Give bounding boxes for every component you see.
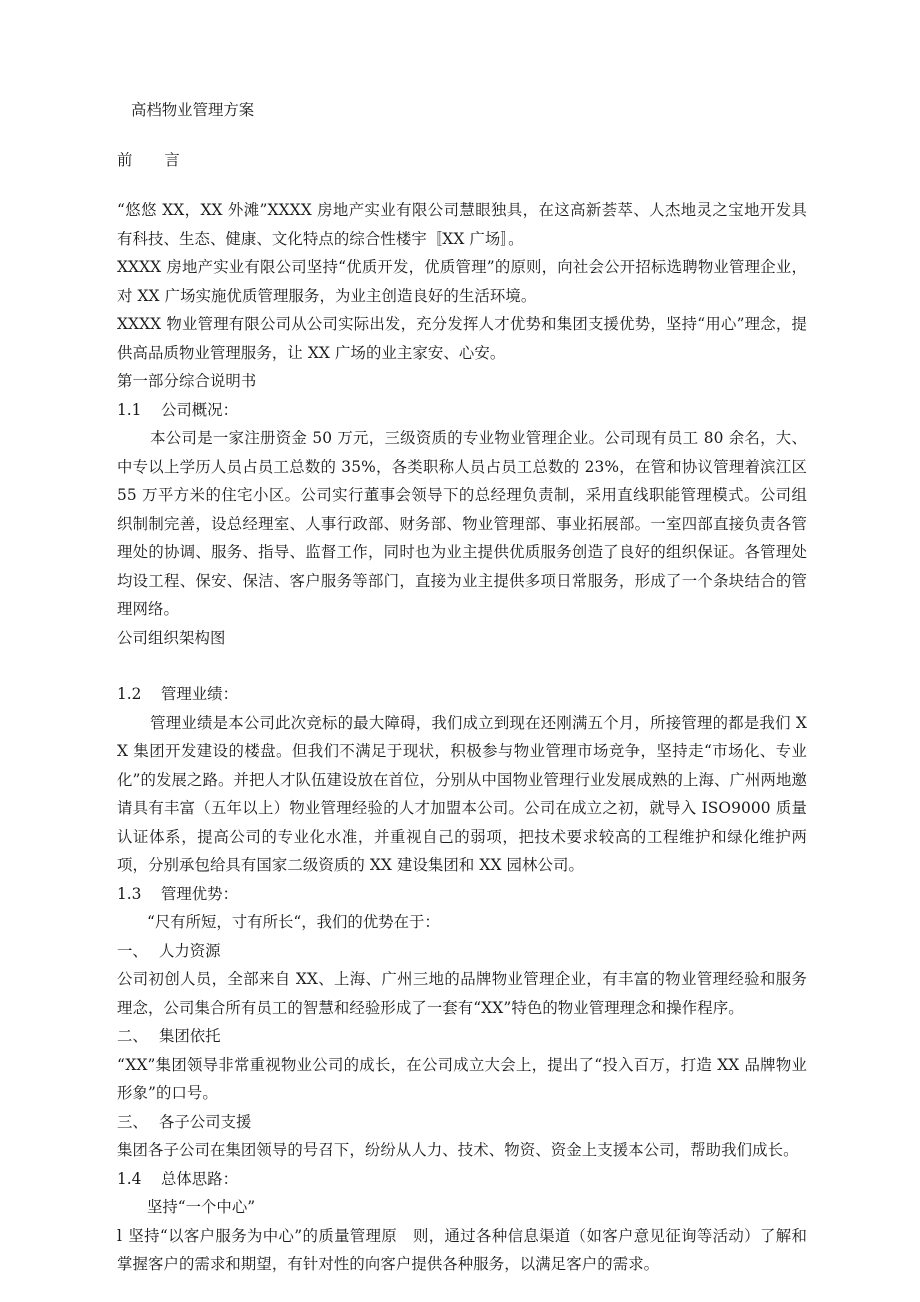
section-title-1-4: 总体思路： xyxy=(161,1169,238,1188)
advantage-label-1: 人力资源 xyxy=(159,941,221,960)
advantage-label-2: 集团依托 xyxy=(159,1027,221,1045)
part-heading: 第一部分综合说明书 xyxy=(117,372,257,390)
section-heading-1-4 xyxy=(117,1165,807,1194)
section-number-1-4: 1.4 xyxy=(117,1169,142,1188)
section-number-1-2: 1.2 xyxy=(117,685,142,703)
advantage-body-1: 公司初创人员，全部来自 XX、上海、广州三地的品牌物业管理企业，有丰富的物业管理经验和服务理念，公司集合所有员工的智慧和经验形成了一套有“XX”特色的物业管理理念和操作程序。 xyxy=(117,970,807,1017)
advantage-marker-1: 一、 xyxy=(117,941,148,960)
section-title-1-1: 公司概况： xyxy=(161,400,238,419)
advantage-label-3: 各子公司支援 xyxy=(159,1112,252,1131)
document-title: 高档物业管理方案 xyxy=(131,101,255,119)
advantage-heading-2 xyxy=(117,1022,807,1051)
section-title-1-3: 管理优势： xyxy=(161,884,238,903)
advantage-marker-3: 三、 xyxy=(117,1112,148,1131)
advantage-heading-3 xyxy=(117,1108,807,1137)
section-heading-1-1 xyxy=(117,396,807,425)
bullet-item-text: 坚持“以客户服务为中心”的质量管理原 则，通过各种信息渠道（如客户意见征询等活动）了解和掌握客户的需求和期望，有针对性的向客户提供各种服务，以满足客户的需求。 xyxy=(117,1226,807,1273)
section-title-1-2: 管理业绩： xyxy=(161,685,238,703)
bullet-marker-icon: l xyxy=(117,1226,123,1245)
org-chart-placeholder xyxy=(117,652,807,680)
section-lead-1-3: “尺有所短，寸有所长“，我们的优势在于： xyxy=(147,913,440,931)
title-spacer xyxy=(117,124,807,146)
preface-heading: 前 言 xyxy=(117,151,181,169)
section-heading-1-3 xyxy=(117,880,807,909)
preface-spacer xyxy=(117,174,807,196)
advantage-marker-2: 二、 xyxy=(117,1027,148,1045)
section-number-1-1: 1.1 xyxy=(117,400,142,419)
org-chart-caption: 公司组织架构图 xyxy=(117,628,226,647)
advantage-heading-1 xyxy=(117,937,807,966)
preface-paragraph-1: “悠悠 XX，XX 外滩”XXXX 房地产实业有限公司慧眼独具，在这高新荟萃、人杰地灵之宝地开发具有科技、生态、健康、文化特点的综合性楼宇〚XX 广场〛。 xyxy=(117,201,807,248)
section-body-1-2: 管理业绩是本公司此次竞标的最大障碍，我们成立到现在还刚满五个月，所接管理的都是我们 XX 集团开发建设的楼盘。但我们不满足于现状，积极参与物业管理市场竞争，坚持走“市场化、专业化”的发展之路。并把人才队伍建设放在首位，分别从中国物业管理行业发展成熟的上海、广州两地邀请具有丰富（五年以上）物业管理经验的人才加盟本公司。公司在成立之初，就导入 ISO9000 质量认证体系，提高公司的专业化水准，并重视自己的弱项，把技术要求较高的工程维护和绿化维护两项，分别承包给具有国家二级资质的 XX 建设集团和 XX 园林公司。 xyxy=(117,713,807,874)
bullet-item-1 xyxy=(117,1222,807,1279)
section-heading-1-2 xyxy=(117,680,807,709)
advantage-body-2: “XX”集团领导非常重视物业公司的成长，在公司成立大会上，提出了“投入百万，打造 XX 品牌物业形象”的口号。 xyxy=(117,1055,807,1102)
section-number-1-3: 1.3 xyxy=(117,884,142,903)
preface-paragraph-3: XXXX 物业管理有限公司从公司实际出发，充分发挥人才优势和集团支援优势，坚持“用心”理念，提供高品质物业管理服务，让 XX 广场的业主家安、心安。 xyxy=(117,315,807,362)
preface-paragraph-2: XXXX 房地产实业有限公司坚持“优质开发，优质管理”的原则，向社会公开招标选聘物业管理企业，对 XX 广场实施优质管理服务，为业主创造良好的生活环境。 xyxy=(117,258,807,305)
document-body xyxy=(117,96,807,1279)
advantage-body-3: 集团各子公司在集团领导的号召下，纷纷从人力、技术、物资、资金上支援本公司，帮助我们成长。 xyxy=(117,1141,799,1159)
section-lead-1-4: 坚持“一个中心” xyxy=(147,1198,256,1216)
section-body-1-1: 本公司是一家注册资金 50 万元，三级资质的专业物业管理企业。公司现有员工 80 余名，大、中专以上学历人员占员工总数的 35%，各类职称人员占员工总数的 23%，在管和协议管理着滨江区 55 万平方米的住宅小区。公司实行董事会领导下的总经理负责制，采用直线职能管理模式。公司组织制制完善，设总经理室、人事行政部、财务部、物业管理部、事业拓展部。一室四部直接负责各管理处的协调、服务、指导、监督工作，同时也为业主提供优质服务创造了良好的组织保证。各管理处均设工程、保安、保洁、客户服务等部门，直接为业主提供多项日常服务，形成了一个条块结合的管理网络。 xyxy=(117,429,807,618)
